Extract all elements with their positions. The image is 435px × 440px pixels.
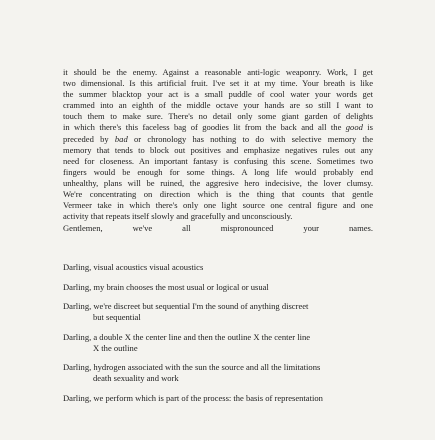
- prose-line: two dimensional. Is this artificial fruit. I've set it at my time. Your breath is like: [63, 78, 373, 89]
- prose-line: crammed into an eighth of the middle octave your hands are so still I want to: [63, 100, 373, 111]
- prose-line: fingers would be enough for some things. A long life would probably end: [63, 166, 373, 177]
- verse-list: [63, 262, 383, 412]
- prose-line: it should be the enemy. Against a reasonable anti-logic weaponry. Work, I get: [63, 67, 373, 77]
- verse: [63, 393, 383, 404]
- prose-line: We're concentrating on direction which is the thing that counts that gentle: [63, 189, 373, 200]
- prose-text: or chronology has nothing to do with selective memory the: [133, 133, 373, 144]
- verse: [63, 332, 383, 354]
- prose-text: in which there's this faceless bag of goodies lit from the back and all the: [63, 122, 342, 133]
- verse-line: Darling, hydrogen associated with the sun the source and all the limitations: [63, 362, 321, 372]
- prose-line: unhealthy, plans will be ruined, the aggresive hero indecisive, the lover clumsy.: [63, 177, 373, 188]
- prose-text: preceded by: [63, 133, 109, 144]
- prose-line-with-italic: [63, 134, 373, 145]
- verse-line: Darling, visual acoustics visual acoustics: [63, 262, 204, 272]
- prose-line: need for closeness. An important fantasy is confusing this scene. Sometimes two: [63, 155, 373, 166]
- verse-line: Darling, a double X the center line and then the outline X the center line: [63, 331, 311, 342]
- prose-line: Vermeer take in which there's only one light source one central figure and one: [63, 200, 373, 211]
- verse-line: Darling, we're discreet but sequential I'm the sound of anything discreet: [63, 301, 309, 311]
- prose-line-with-italic: [63, 122, 373, 133]
- prose-paragraph: [63, 67, 373, 234]
- verse-continuation: but sequential: [93, 312, 141, 322]
- italic-word: bad: [114, 133, 128, 144]
- verse-continuation: X the outline: [93, 342, 138, 353]
- verse-line: Darling, my brain chooses the most usual or logical or usual: [63, 281, 269, 292]
- verse: [63, 282, 383, 293]
- verse: [63, 301, 383, 323]
- prose-line: the summer blacktop your act is a small puddle of cool water your words get: [63, 89, 373, 100]
- italic-word: good: [345, 122, 363, 133]
- verse-continuation: death sexuality and work: [93, 373, 179, 383]
- closing-line: Gentlemen, we've all mispronounced your names.: [63, 223, 373, 234]
- prose-line: touch them to make sure. There's no detail only some giant garden of delights: [63, 111, 373, 122]
- prose-line: activity that repeats itself slowly and gracefully and unconsciously.: [63, 211, 293, 222]
- verse-line: Darling, we perform which is part of the process: the basis of representation: [63, 392, 323, 403]
- prose-line: memory that tends to block out positives and emphasize negatives rules out any: [63, 144, 373, 155]
- verse: [63, 362, 383, 384]
- verse: [63, 262, 383, 273]
- prose-text: is: [367, 122, 373, 133]
